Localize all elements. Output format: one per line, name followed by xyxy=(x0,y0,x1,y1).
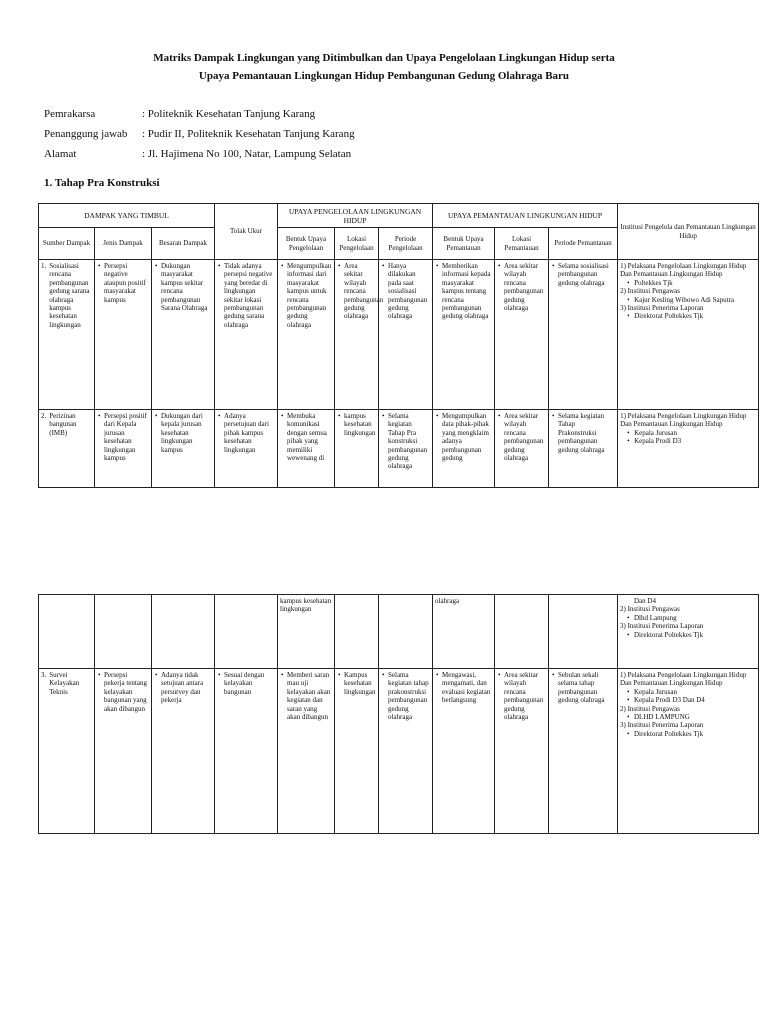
sumber-text: Perizinan bangunan (IMB) xyxy=(49,412,77,437)
cell-periode-pengelolaan xyxy=(379,260,433,410)
meta-label: Alamat xyxy=(44,148,77,160)
cell-tolok xyxy=(215,669,278,834)
header-upaya-pemantauan: UPAYA PEMANTAUAN LINGKUNGAN HIDUP xyxy=(433,204,618,228)
institusi-item: • Direktorat Poltekkes Tjk xyxy=(634,631,756,639)
institusi-item: • Poltekkes Tjk xyxy=(634,279,756,287)
institusi-head: 3) Institusi Penerima Laporan xyxy=(620,303,704,312)
bentuk-pemantauan-text: • Memberikan informasi kepada masyarakat kampus tentang rencana pembangunan gedung olahraga xyxy=(442,262,492,321)
header-tolok-ukur: Tolak Ukur xyxy=(215,204,278,260)
periode-pengelolaan-text: • Selama kegiatan Tahap Pra konstruksi pembangunan gedung olahraga xyxy=(388,412,430,471)
cell-lokasi-pemantauan xyxy=(495,410,549,488)
cell-institusi xyxy=(618,595,759,669)
document-title-line-2: Upaya Pemantauan Lingkungan Hidup Pembangunan Gedung Olahraga Baru xyxy=(198,70,570,82)
meta-row-alamat xyxy=(44,148,355,168)
cell-bentuk-pengelolaan xyxy=(278,595,335,669)
cell-sumber xyxy=(39,669,95,834)
meta-value: : Politeknik Kesehatan Tanjung Karang xyxy=(142,108,316,120)
institusi-head: 2) Institusi Pengawas xyxy=(620,704,680,713)
row-number: 3. xyxy=(41,671,47,679)
cell-periode-pemantauan xyxy=(549,595,618,669)
institusi-head: 2) Institusi Pengawas xyxy=(620,605,680,614)
matrix-table-part-2 xyxy=(38,594,759,834)
header-bentuk-pengelolaan: Bentuk Upaya Pengelolaan xyxy=(278,228,335,260)
header-lokasi-pengelolaan: Lokasi Pengelolaan xyxy=(335,228,379,260)
jenis-text: • Persepsi negative ataupun positif masyarakat kampus xyxy=(104,262,149,304)
meta-row-pemrakarsa xyxy=(44,108,355,128)
sumber-text: Sosialisasi rencana pembangunan gedung sarana olahraga kampus kesehatan lingkungan xyxy=(49,262,90,329)
cell-periode-pemantauan xyxy=(549,410,618,488)
row-number: 1. xyxy=(41,262,47,270)
cell-sumber xyxy=(39,595,95,669)
cell-bentuk-pengelolaan xyxy=(278,669,335,834)
institusi-item: • Kepala Jurusan xyxy=(634,688,756,696)
header-periode-pemantauan: Periode Pemantauan xyxy=(549,228,618,260)
table-row xyxy=(39,669,759,834)
header-bentuk-pemantauan: Bentuk Upaya Pemantauan xyxy=(433,228,495,260)
cell-besaran xyxy=(152,595,215,669)
jenis-text: • Persepsi positif dari Kepala jurusan kesehatan lingkungan kampus xyxy=(104,412,149,462)
cell-jenis xyxy=(95,410,152,488)
meta-value: : Pudir II, Politeknik Kesehatan Tanjung Karang xyxy=(142,128,355,140)
cell-bentuk-pemantauan xyxy=(433,410,495,488)
institusi-item: • Direktorat Poltekkes Tjk xyxy=(634,312,756,320)
besaran-text: • Dukungan masyarakat kampus sekitar rencana pembangunan Sarana Olahraga xyxy=(161,262,212,312)
meta-label: Pemrakarsa xyxy=(44,108,96,120)
bentuk-pemantauan-text: • Mengawasi, mengamati, dan evaluasi kegiatan berlangsung xyxy=(442,671,492,705)
section-title: 1. Tahap Pra Konstruksi xyxy=(44,177,160,189)
cell-lokasi-pemantauan xyxy=(495,260,549,410)
matrix-table-part-1 xyxy=(38,203,759,488)
tolok-text: • Sesuai dengan kelayakan bangunan xyxy=(224,671,275,696)
cell-bentuk-pemantauan xyxy=(433,260,495,410)
cell-jenis xyxy=(95,260,152,410)
institusi-item: • Dlhd Lampung xyxy=(634,614,756,622)
document-meta xyxy=(44,108,355,168)
cell-periode-pemantauan xyxy=(549,260,618,410)
header-sumber: Sumber Dampak xyxy=(39,228,95,260)
cell-sumber xyxy=(39,410,95,488)
lokasi-pengelolaan-text: • kampus kesehatan lingkungan xyxy=(344,412,376,437)
lokasi-pemantauan-text: • Area sekitar wilayah rencana pembangunan gedung olahraga xyxy=(504,671,546,721)
cell-institusi xyxy=(618,410,759,488)
cell-besaran xyxy=(152,260,215,410)
bentuk-pemantauan-text: • Mengumpulkan data pihak-pihak yang mengklaim adanya pembangunan gedung xyxy=(442,412,492,462)
bentuk-pengelolaan-text: • Mengumpulkan informasi dari masyarakat kampus untuk rencana pembangunan gedung olahraga xyxy=(287,262,332,329)
table-row xyxy=(39,410,759,488)
cell-periode-pemantauan xyxy=(549,669,618,834)
header-upaya-pengelolaan: UPAYA PENGELOLAAN LINGKUNGAN HIDUP xyxy=(278,204,433,228)
meta-row-penanggung-jawab xyxy=(44,128,355,148)
cell-tolok xyxy=(215,595,278,669)
periode-pemantauan-text: • Selama sosialisasi pembangunan gedung olahraga xyxy=(558,262,615,287)
institusi-tail: Dan D4 xyxy=(634,597,656,605)
lokasi-pengelolaan-text: • Area sekitar wilayah rencana pembangunan gedung olahraga xyxy=(344,262,376,321)
cell-periode-pengelolaan xyxy=(379,410,433,488)
cell-lokasi-pengelolaan xyxy=(335,669,379,834)
row-number: 2. xyxy=(41,412,47,420)
besaran-text: • Adanya tidak setujuan antara persurvey dan pekerja xyxy=(161,671,212,705)
cell-periode-pengelolaan xyxy=(379,595,433,669)
meta-label: Penanggung jawab xyxy=(44,128,128,140)
cell-jenis xyxy=(95,595,152,669)
periode-pengelolaan-text: • Hanya dilakukan pada saat sosialisasi pembangunan gedung olahraga xyxy=(388,262,430,321)
institusi-item: • Direktorat Poltekkes Tjk xyxy=(634,730,756,738)
table-row-continued xyxy=(39,595,759,669)
sumber-text: Survei Kelayakan Teknis xyxy=(49,671,80,696)
institusi-item: • Kepala Prodi D3 Dan D4 xyxy=(634,696,756,704)
cell-lokasi-pemantauan xyxy=(495,595,549,669)
header-institusi: Institusi Pengelola dan Pemantauan Lingkungan Hidup xyxy=(618,204,759,260)
header-lokasi-pemantauan: Lokasi Pemantauan xyxy=(495,228,549,260)
institusi-head: 3) Institusi Penerima Laporan xyxy=(620,622,704,631)
header-dampak: DAMPAK YANG TIMBUL xyxy=(39,204,215,228)
lokasi-pemantauan-text: • Area sekitar wilayah rencana pembangunan gedung olahraga xyxy=(504,412,546,462)
institusi-head: 1) Pelaksana Pengelolaan Lingkungan Hidup Dan Pemantauan Lingkungan Hidup xyxy=(620,412,747,429)
tolok-text: • Tidak adanya persepsi negative yang beredar di lingkungan sekitar lokasi pembangunan gedung sarana olahraga xyxy=(224,262,275,329)
cell-lokasi-pengelolaan xyxy=(335,595,379,669)
header-periode-pengelolaan: Periode Pengelolaan xyxy=(379,228,433,260)
bentuk-pengelolaan-text: kampus kesehatan lingkungan xyxy=(280,597,332,614)
bentuk-pengelolaan-text: • Membuka komunikasi dengan semua pihak yang memiliki wewenang di xyxy=(287,412,332,462)
jenis-text: • Persepsi pekerja tentang kelayakan bangunan yang akan dibangun xyxy=(104,671,149,713)
institusi-head: 1) Pelaksana Pengelolaan Lingkungan Hidup Dan Pemantauan Lingkungan Hidup xyxy=(620,262,747,279)
cell-institusi xyxy=(618,260,759,410)
institusi-head: 2) Institusi Pengawas xyxy=(620,287,680,296)
tolok-text: • Adanya persetujuan dari pihak kampus kesehatan lingkungan xyxy=(224,412,275,454)
periode-pemantauan-text: • Sebulan sekali selama tahap pembangunan gedung olahraga xyxy=(558,671,615,705)
institusi-head: 1) Pelaksana Pengelolaan Lingkungan Hidup Dan Pemantauan Lingkungan Hidup xyxy=(620,671,747,688)
bentuk-pengelolaan-text: • Memberi saran mau uji kelayakan akan kegiatan dan saran yang akan dibangun xyxy=(287,671,332,721)
institusi-item: • Kajur Kesling Wibowo Adi Saputra xyxy=(634,296,756,304)
periode-pemantauan-text: • Selama kegiatan Tahap Prakonstruksi pembangunan gedung olahraga xyxy=(558,412,615,454)
cell-lokasi-pengelolaan xyxy=(335,260,384,410)
bentuk-pemantauan-text: olahraga xyxy=(435,597,460,605)
besaran-text: • Dukungan dari kepala jurusan kesehatan lingkungan kampus xyxy=(161,412,212,454)
header-jenis: Jenis Dampak xyxy=(95,228,152,260)
cell-tolok xyxy=(215,410,278,488)
institusi-head: 3) Institusi Penerima Laporan xyxy=(620,721,704,730)
cell-periode-pengelolaan xyxy=(379,669,433,834)
lokasi-pemantauan-text: • Area sekitar wilayah rencana pembangunan gedung olahraga xyxy=(504,262,546,312)
cell-sumber xyxy=(39,260,95,410)
lokasi-pengelolaan-text: • Kampus kesehatan lingkungan xyxy=(344,671,376,696)
table-row xyxy=(39,260,759,410)
cell-bentuk-pemantauan xyxy=(433,669,495,834)
cell-bentuk-pemantauan xyxy=(433,595,495,669)
document-title-line-1: Matriks Dampak Lingkungan yang Ditimbulkan dan Upaya Pengelolaan Lingkungan Hidup serta xyxy=(153,52,615,64)
cell-lokasi-pemantauan xyxy=(495,669,549,834)
header-besaran: Besaran Dampak xyxy=(152,228,215,260)
periode-pengelolaan-text: • Selama kegiatan tahap prakonstruksi pembangunan gedung olahraga xyxy=(388,671,430,721)
meta-value: : Jl. Hajimena No 100, Natar, Lampung Selatan xyxy=(142,148,352,160)
institusi-item: • Kepala Prodi D3 xyxy=(634,437,756,445)
institusi-item: • Kepala Jurusan xyxy=(634,429,756,437)
cell-bentuk-pengelolaan xyxy=(278,410,335,488)
cell-besaran xyxy=(152,669,215,834)
cell-besaran xyxy=(152,410,215,488)
cell-lokasi-pengelolaan xyxy=(335,410,379,488)
cell-bentuk-pengelolaan xyxy=(278,260,335,410)
institusi-item: • DLHD LAMPUNG xyxy=(634,713,756,721)
cell-jenis xyxy=(95,669,152,834)
cell-institusi xyxy=(618,669,759,834)
cell-tolok xyxy=(215,260,278,410)
